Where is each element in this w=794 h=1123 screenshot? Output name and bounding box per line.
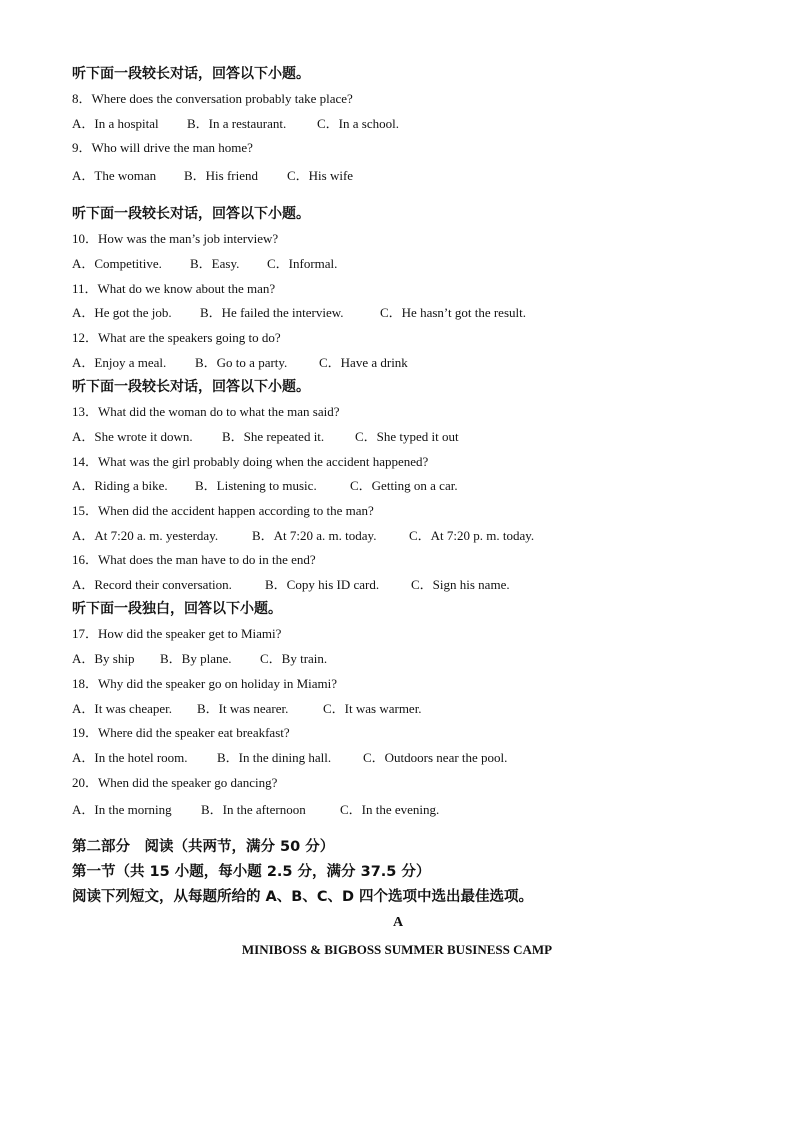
option-c[interactable]: C．In the evening. <box>340 802 440 817</box>
question-options <box>72 651 327 667</box>
question-text: 18．Why did the speaker go on holiday in Miami? <box>72 676 338 691</box>
option-c[interactable]: C．She typed it out <box>355 429 459 444</box>
option-b[interactable]: B．In the dining hall. <box>217 750 332 765</box>
option-a[interactable]: A．By ship <box>72 651 135 666</box>
section-header: 听下面一段独白，回答以下小题。 <box>72 601 282 617</box>
option-b[interactable]: B．By plane. <box>160 651 232 666</box>
option-b[interactable]: B．She repeated it. <box>222 429 325 444</box>
question-options <box>72 305 526 321</box>
question-text: 19．Where did the speaker eat breakfast? <box>72 725 290 740</box>
option-b[interactable]: B．He failed the interview. <box>200 305 344 320</box>
option-c[interactable]: C．By train. <box>260 651 328 666</box>
option-a[interactable]: A．At 7:20 a. m. yesterday. <box>72 528 219 543</box>
question-options <box>72 701 422 717</box>
option-a[interactable]: A．She wrote it down. <box>72 429 193 444</box>
question-text: 11．What do we know about the man? <box>72 281 276 296</box>
question-options <box>72 168 353 184</box>
question-text: 12．What are the speakers going to do? <box>72 330 281 345</box>
question-options <box>72 577 510 593</box>
question-options <box>72 478 458 494</box>
option-c[interactable]: C．Have a drink <box>319 355 408 370</box>
option-c[interactable]: C．At 7:20 p. m. today. <box>409 528 535 543</box>
option-a[interactable]: A．Competitive. <box>72 256 162 271</box>
option-c[interactable]: C．Outdoors near the pool. <box>363 750 508 765</box>
option-b[interactable]: B．Listening to music. <box>195 478 317 493</box>
question-options <box>72 528 534 544</box>
option-c[interactable]: C．He hasn’t got the result. <box>380 305 526 320</box>
part-title: 第二部分 阅读（共两节，满分 50 分） <box>72 839 335 855</box>
option-c[interactable]: C．In a school. <box>317 116 399 131</box>
option-b[interactable]: B．In a restaurant. <box>187 116 287 131</box>
part-instruction: 阅读下列短文，从每题所给的 A、B、C、D 四个选项中选出最佳选项。 <box>72 889 534 905</box>
option-b[interactable]: B．Easy. <box>190 256 240 271</box>
option-a[interactable]: A．He got the job. <box>72 305 172 320</box>
option-a[interactable]: A．Riding a bike. <box>72 478 168 493</box>
question-options <box>72 750 507 766</box>
question-text: 8．Where does the conversation probably take place? <box>72 91 353 106</box>
question-options <box>72 256 337 272</box>
passage-title: MINIBOSS & BIGBOSS SUMMER BUSINESS CAMP <box>241 942 553 957</box>
option-b[interactable]: B．Copy his ID card. <box>265 577 380 592</box>
passage-letter: A <box>392 915 404 930</box>
option-a[interactable]: A．It was cheaper. <box>72 701 172 716</box>
option-a[interactable]: A．In the morning <box>72 802 172 817</box>
question-text: 17．How did the speaker get to Miami? <box>72 626 282 641</box>
question-options <box>72 116 399 132</box>
section-header: 听下面一段较长对话，回答以下小题。 <box>72 66 310 82</box>
question-text: 14．What was the girl probably doing when the accident happened? <box>72 454 429 469</box>
question-options <box>72 355 408 371</box>
part-subtitle: 第一节（共 15 小题，每小题 2.5 分，满分 37.5 分） <box>72 864 431 880</box>
option-a[interactable]: A．Record their conversation. <box>72 577 232 592</box>
option-c[interactable]: C．Getting on a car. <box>350 478 458 493</box>
option-c[interactable]: C．His wife <box>287 168 354 183</box>
option-c[interactable]: C．It was warmer. <box>323 701 422 716</box>
question-text: 20．When did the speaker go dancing? <box>72 775 278 790</box>
question-text: 13．What did the woman do to what the man said? <box>72 404 340 419</box>
option-a[interactable]: A．In a hospital <box>72 116 159 131</box>
question-text: 10．How was the man’s job interview? <box>72 231 279 246</box>
question-options <box>72 429 459 445</box>
option-a[interactable]: A．The woman <box>72 168 157 183</box>
option-c[interactable]: C．Informal. <box>267 256 338 271</box>
option-b[interactable]: B．It was nearer. <box>197 701 289 716</box>
option-b[interactable]: B．At 7:20 a. m. today. <box>252 528 377 543</box>
section-header: 听下面一段较长对话，回答以下小题。 <box>72 379 310 395</box>
question-text: 16．What does the man have to do in the end? <box>72 552 316 567</box>
option-b[interactable]: B．Go to a party. <box>195 355 288 370</box>
option-a[interactable]: A．Enjoy a meal. <box>72 355 167 370</box>
option-c[interactable]: C．Sign his name. <box>411 577 510 592</box>
option-b[interactable]: B．In the afternoon <box>201 802 306 817</box>
question-text: 15．When did the accident happen according to the man? <box>72 503 374 518</box>
section-header: 听下面一段较长对话，回答以下小题。 <box>72 206 310 222</box>
option-b[interactable]: B．His friend <box>184 168 259 183</box>
question-text: 9．Who will drive the man home? <box>72 140 253 155</box>
question-options <box>72 802 439 818</box>
option-a[interactable]: A．In the hotel room. <box>72 750 188 765</box>
